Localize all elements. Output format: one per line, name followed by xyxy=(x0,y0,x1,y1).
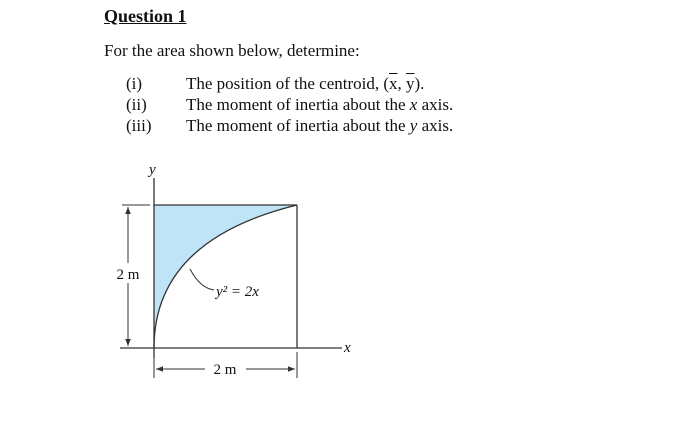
part-number: (iii) xyxy=(126,116,152,135)
part-number: (ii) xyxy=(126,95,147,114)
part-text-after: axis. xyxy=(417,116,454,135)
shaded-area xyxy=(154,205,297,348)
curve-equation-label: y² = 2x xyxy=(216,284,259,300)
height-dimension-label: 2 m xyxy=(116,267,140,283)
axis-symbol: y xyxy=(409,116,418,135)
width-dimension-label: 2 m xyxy=(213,362,237,378)
question-heading: Question 1 xyxy=(104,6,187,26)
part-text-before: The moment of inertia about the xyxy=(186,95,410,114)
part-text-after: ). xyxy=(414,74,425,93)
x-axis-label: x xyxy=(344,340,351,356)
y-bar-symbol: $\overline{y}$ xyxy=(406,74,415,93)
x-bar-symbol: $\overline{x}$ xyxy=(389,74,398,93)
part-comma: , xyxy=(397,74,407,93)
part-number: (i) xyxy=(126,74,143,93)
part-text-before: The moment of inertia about the xyxy=(186,116,410,135)
part-text-before: The position of the centroid, ( xyxy=(186,74,390,93)
curve-leader-line xyxy=(190,269,214,290)
question-intro: For the area shown below, determine: xyxy=(104,41,360,60)
axis-symbol: x xyxy=(409,95,418,114)
y-axis-label: y xyxy=(149,162,156,178)
part-text-after: axis. xyxy=(417,95,454,114)
